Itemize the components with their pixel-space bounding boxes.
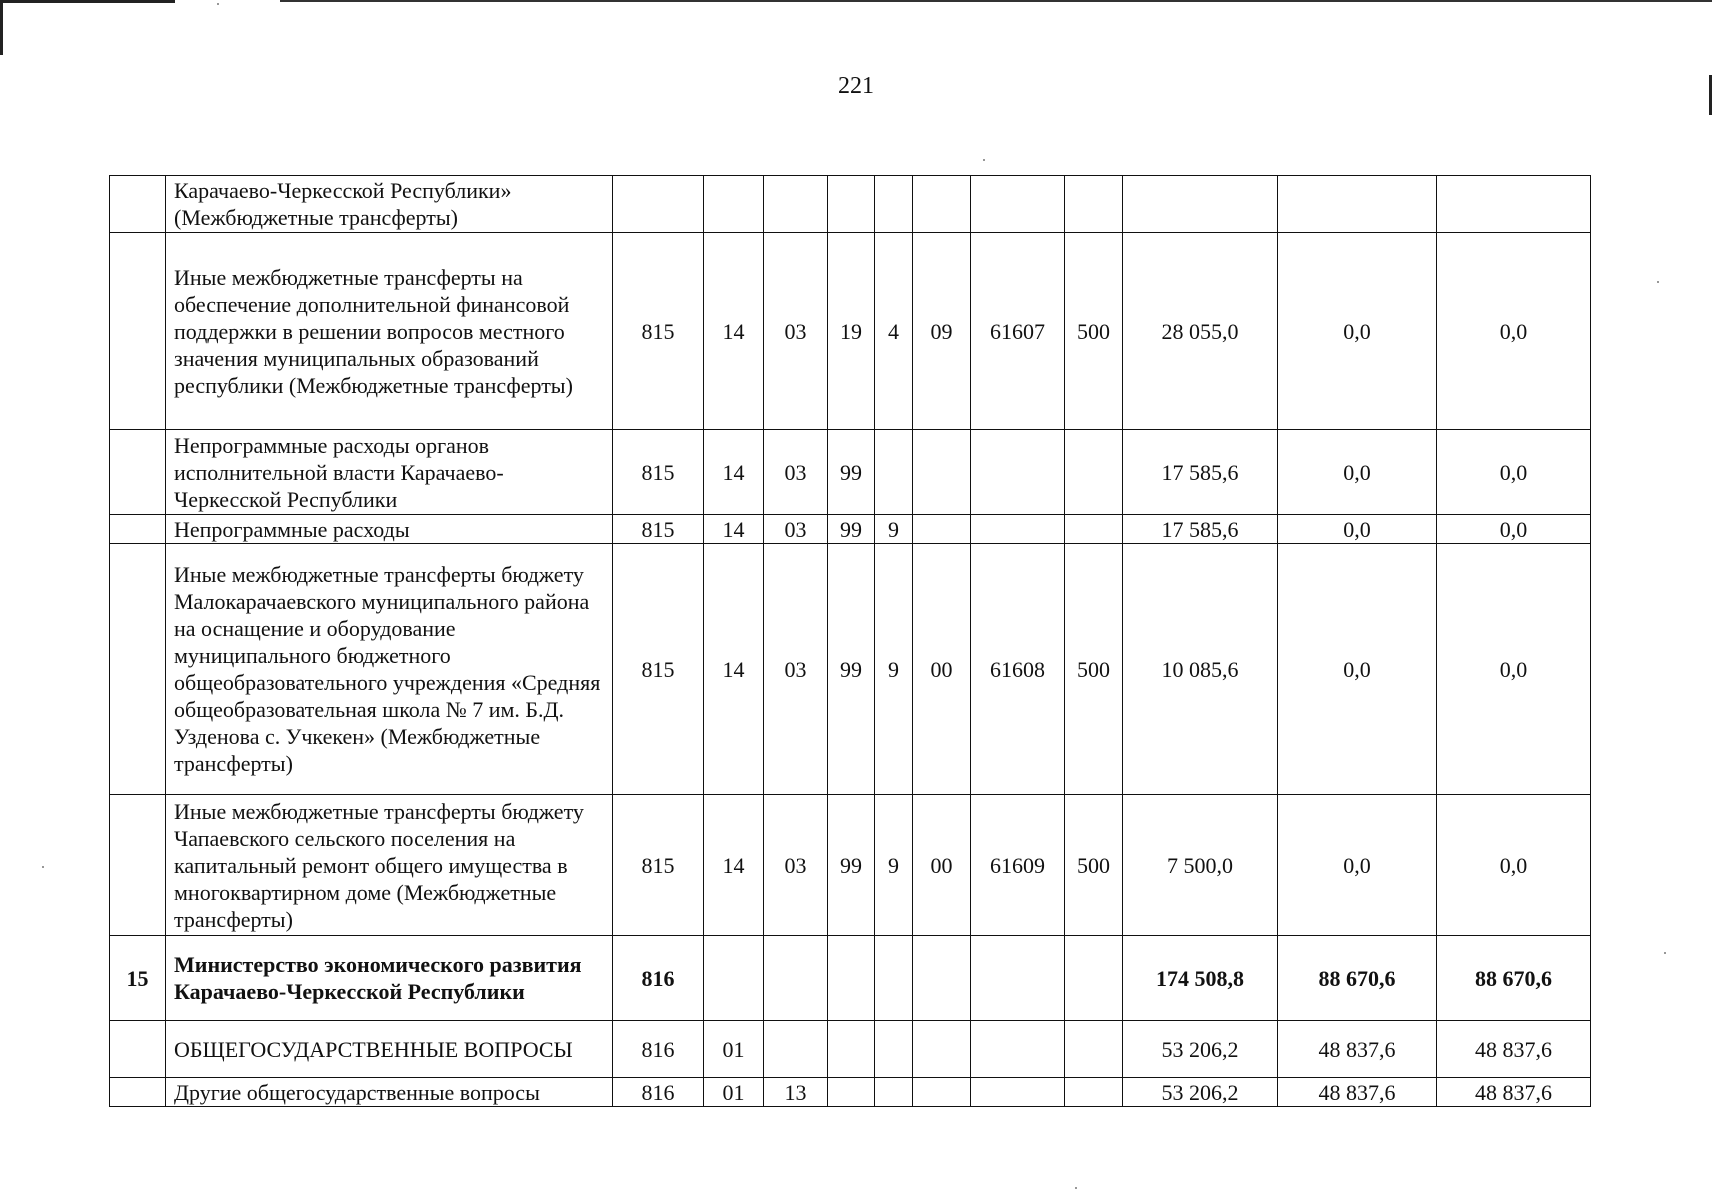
expense-type-code-cell xyxy=(1065,176,1123,233)
amount-year-1-cell: 53 206,2 xyxy=(1123,1021,1278,1078)
amount-year-3-cell: 0,0 xyxy=(1437,233,1591,430)
direction-code-cell xyxy=(971,1021,1065,1078)
event-code-cell xyxy=(913,1078,971,1107)
expense-name-cell: Карачаево-Черкесской Республики» (Межбюджетные трансферты) xyxy=(166,176,613,233)
table-row xyxy=(110,1078,1591,1107)
row-number-cell: 15 xyxy=(110,936,166,1021)
row-number-cell xyxy=(110,1078,166,1107)
program-code-cell xyxy=(828,936,875,1021)
section-code-cell: 01 xyxy=(704,1078,764,1107)
program-code-cell: 19 xyxy=(828,233,875,430)
expense-name-cell: ОБЩЕГОСУДАРСТВЕННЫЕ ВОПРОСЫ xyxy=(166,1021,613,1078)
amount-year-2-cell: 88 670,6 xyxy=(1278,936,1437,1021)
amount-year-3-cell: 48 837,6 xyxy=(1437,1021,1591,1078)
row-number-cell xyxy=(110,430,166,515)
table-row xyxy=(110,233,1591,430)
direction-code-cell xyxy=(971,515,1065,544)
amount-year-3-cell: 0,0 xyxy=(1437,515,1591,544)
amount-year-2-cell: 0,0 xyxy=(1278,515,1437,544)
direction-code-cell xyxy=(971,430,1065,515)
expense-name-cell: Другие общегосударственные вопросы xyxy=(166,1078,613,1107)
table-row xyxy=(110,176,1591,233)
amount-year-2-cell: 0,0 xyxy=(1278,430,1437,515)
subsection-code-cell: 03 xyxy=(764,430,828,515)
scan-edge-left xyxy=(0,0,3,55)
ministry-code-cell: 816 xyxy=(613,1021,704,1078)
expense-type-code-cell: 500 xyxy=(1065,544,1123,795)
table-row xyxy=(110,544,1591,795)
program-code-cell xyxy=(828,1021,875,1078)
event-code-cell: 09 xyxy=(913,233,971,430)
page-number: 221 xyxy=(838,73,874,99)
direction-code-cell xyxy=(971,176,1065,233)
subprogram-code-cell xyxy=(875,430,913,515)
scan-speck xyxy=(1664,952,1666,954)
row-number-cell xyxy=(110,515,166,544)
program-code-cell: 99 xyxy=(828,430,875,515)
expense-type-code-cell xyxy=(1065,1021,1123,1078)
amount-year-2-cell: 0,0 xyxy=(1278,795,1437,936)
subprogram-code-cell xyxy=(875,1021,913,1078)
section-code-cell: 01 xyxy=(704,1021,764,1078)
direction-code-cell: 61608 xyxy=(971,544,1065,795)
table-row xyxy=(110,1021,1591,1078)
amount-year-1-cell xyxy=(1123,176,1278,233)
section-code-cell: 14 xyxy=(704,233,764,430)
amount-year-3-cell: 0,0 xyxy=(1437,795,1591,936)
subsection-code-cell: 03 xyxy=(764,544,828,795)
ministry-code-cell: 815 xyxy=(613,430,704,515)
scan-speck xyxy=(983,159,985,161)
amount-year-3-cell: 48 837,6 xyxy=(1437,1078,1591,1107)
scan-speck xyxy=(217,3,219,5)
subprogram-code-cell xyxy=(875,1078,913,1107)
amount-year-2-cell: 0,0 xyxy=(1278,233,1437,430)
ministry-code-cell: 815 xyxy=(613,233,704,430)
section-code-cell xyxy=(704,176,764,233)
event-code-cell xyxy=(913,515,971,544)
expense-type-code-cell xyxy=(1065,1078,1123,1107)
program-code-cell xyxy=(828,176,875,233)
amount-year-2-cell: 48 837,6 xyxy=(1278,1078,1437,1107)
amount-year-1-cell: 17 585,6 xyxy=(1123,430,1278,515)
event-code-cell xyxy=(913,936,971,1021)
scan-speck xyxy=(1075,1187,1077,1189)
amount-year-1-cell: 28 055,0 xyxy=(1123,233,1278,430)
ministry-code-cell: 816 xyxy=(613,936,704,1021)
ministry-code-cell: 815 xyxy=(613,544,704,795)
amount-year-3-cell: 88 670,6 xyxy=(1437,936,1591,1021)
expense-name-cell: Министерство экономического развития Карачаево-Черкесской Республики xyxy=(166,936,613,1021)
section-code-cell: 14 xyxy=(704,544,764,795)
direction-code-cell xyxy=(971,936,1065,1021)
ministry-code-cell: 815 xyxy=(613,515,704,544)
section-code-cell: 14 xyxy=(704,795,764,936)
table-row xyxy=(110,515,1591,544)
scan-edge-top-left xyxy=(0,0,175,3)
subprogram-code-cell: 4 xyxy=(875,233,913,430)
expense-name-cell: Иные межбюджетные трансферты бюджету Чапаевского сельского поселения на капитальный ремонт общего имущества в многоквартирном доме (Межбюджетные трансферты) xyxy=(166,795,613,936)
section-code-cell xyxy=(704,936,764,1021)
scan-speck xyxy=(1657,281,1659,283)
table-row xyxy=(110,430,1591,515)
subsection-code-cell: 03 xyxy=(764,515,828,544)
direction-code-cell: 61609 xyxy=(971,795,1065,936)
table-row xyxy=(110,795,1591,936)
amount-year-1-cell: 7 500,0 xyxy=(1123,795,1278,936)
expense-name-cell: Непрограммные расходы xyxy=(166,515,613,544)
section-code-cell: 14 xyxy=(704,515,764,544)
scan-edge-top-right xyxy=(280,0,1712,2)
expense-type-code-cell: 500 xyxy=(1065,233,1123,430)
row-number-cell xyxy=(110,1021,166,1078)
event-code-cell: 00 xyxy=(913,544,971,795)
amount-year-3-cell: 0,0 xyxy=(1437,430,1591,515)
amount-year-2-cell: 48 837,6 xyxy=(1278,1021,1437,1078)
program-code-cell: 99 xyxy=(828,515,875,544)
ministry-code-cell: 816 xyxy=(613,1078,704,1107)
ministry-code-cell: 815 xyxy=(613,795,704,936)
subsection-code-cell: 03 xyxy=(764,795,828,936)
event-code-cell xyxy=(913,1021,971,1078)
program-code-cell: 99 xyxy=(828,795,875,936)
scan-speck xyxy=(42,866,44,868)
subprogram-code-cell xyxy=(875,176,913,233)
subsection-code-cell: 03 xyxy=(764,233,828,430)
amount-year-2-cell: 0,0 xyxy=(1278,544,1437,795)
event-code-cell xyxy=(913,430,971,515)
amount-year-1-cell: 53 206,2 xyxy=(1123,1078,1278,1107)
subprogram-code-cell: 9 xyxy=(875,544,913,795)
amount-year-2-cell xyxy=(1278,176,1437,233)
budget-table xyxy=(109,175,1591,1107)
direction-code-cell: 61607 xyxy=(971,233,1065,430)
expense-type-code-cell: 500 xyxy=(1065,795,1123,936)
table-row xyxy=(110,936,1591,1021)
subsection-code-cell xyxy=(764,1021,828,1078)
event-code-cell xyxy=(913,176,971,233)
expense-type-code-cell xyxy=(1065,430,1123,515)
expense-name-cell: Иные межбюджетные трансферты на обеспечение дополнительной финансовой поддержки в решении вопросов местного значения муниципальных образований республики (Межбюджетные трансферты) xyxy=(166,233,613,430)
expense-name-cell: Непрограммные расходы органов исполнительной власти Карачаево-Черкесской Республики xyxy=(166,430,613,515)
program-code-cell xyxy=(828,1078,875,1107)
subprogram-code-cell: 9 xyxy=(875,795,913,936)
row-number-cell xyxy=(110,233,166,430)
subprogram-code-cell: 9 xyxy=(875,515,913,544)
expense-name-cell: Иные межбюджетные трансферты бюджету Малокарачаевского муниципального района на оснащение и оборудование муниципального бюджетного общеобразовательного учреждения «Средняя общеобразовательная школа № 7 им. Б.Д. Узденова с. Учкекен» (Межбюджетные трансферты) xyxy=(166,544,613,795)
program-code-cell: 99 xyxy=(828,544,875,795)
subprogram-code-cell xyxy=(875,936,913,1021)
direction-code-cell xyxy=(971,1078,1065,1107)
amount-year-1-cell: 17 585,6 xyxy=(1123,515,1278,544)
subsection-code-cell xyxy=(764,936,828,1021)
section-code-cell: 14 xyxy=(704,430,764,515)
subsection-code-cell xyxy=(764,176,828,233)
row-number-cell xyxy=(110,544,166,795)
row-number-cell xyxy=(110,795,166,936)
row-number-cell xyxy=(110,176,166,233)
subsection-code-cell: 13 xyxy=(764,1078,828,1107)
expense-type-code-cell xyxy=(1065,936,1123,1021)
amount-year-1-cell: 174 508,8 xyxy=(1123,936,1278,1021)
event-code-cell: 00 xyxy=(913,795,971,936)
expense-type-code-cell xyxy=(1065,515,1123,544)
amount-year-3-cell: 0,0 xyxy=(1437,544,1591,795)
amount-year-3-cell xyxy=(1437,176,1591,233)
ministry-code-cell xyxy=(613,176,704,233)
amount-year-1-cell: 10 085,6 xyxy=(1123,544,1278,795)
